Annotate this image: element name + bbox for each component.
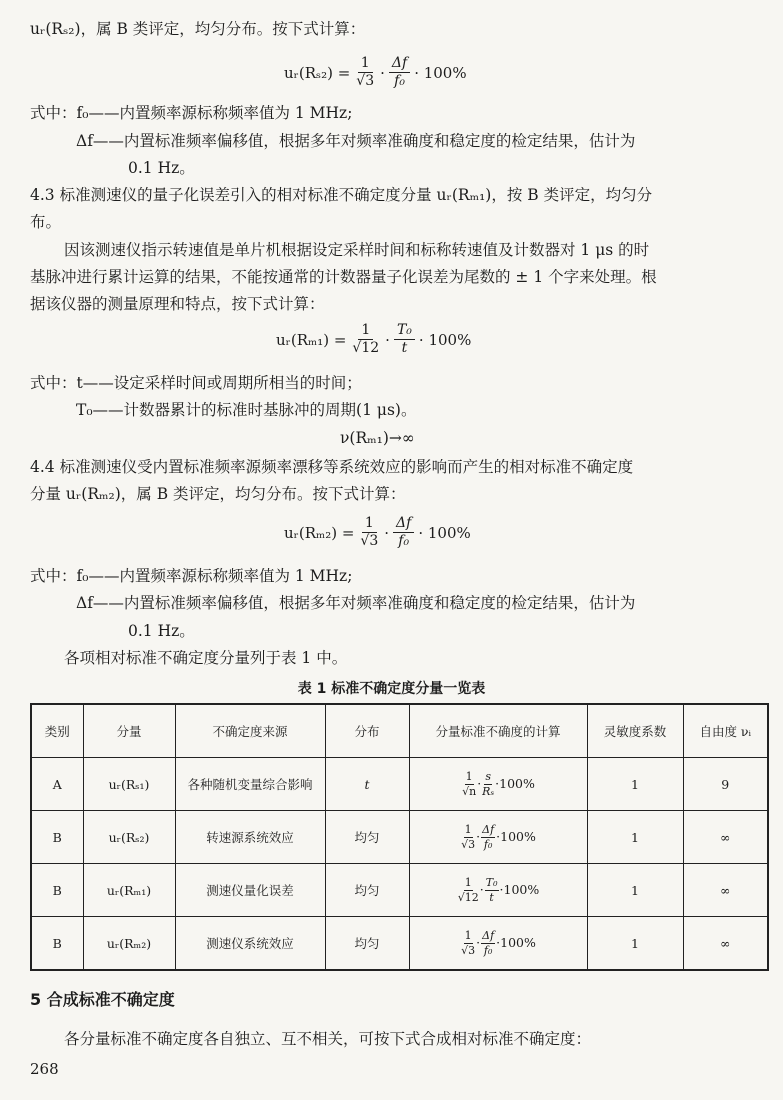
numerator: Δf <box>389 55 410 73</box>
formula-tail: ·100% <box>499 881 540 897</box>
numerator: Δf <box>482 822 495 836</box>
denominator: f₀ <box>398 533 410 549</box>
equation-2 <box>276 322 471 357</box>
column-header: 类别 <box>31 704 83 758</box>
equation-3 <box>284 515 471 550</box>
cell-dof: ∞ <box>683 917 768 971</box>
numerator: s <box>485 769 491 783</box>
text-line: T₀——计数器累计的标准时基脉冲的周期(1 μs)。 <box>76 401 417 419</box>
numerator: Δf <box>393 515 414 533</box>
numerator: 1 <box>465 769 473 783</box>
denominator: f₀ <box>483 837 493 851</box>
text-line: 因该测速仪指示转速值是单片机根据设定采样时间和标称转速值及计数器对 1 μs 的时 <box>64 241 650 259</box>
fraction <box>389 55 410 90</box>
denominator: √3 <box>360 533 379 549</box>
cell-sensitivity: 1 <box>587 864 683 917</box>
cell-formula <box>409 864 587 917</box>
cell-category: B <box>31 917 83 971</box>
section-heading-5: 5 合成标准不确定度 <box>30 990 175 1009</box>
eq-tail: · 100% <box>418 523 471 542</box>
numerator: T₀ <box>485 875 498 889</box>
text-line: 各项相对标准不确定度分量列于表 1 中。 <box>64 649 348 667</box>
formula-tail: ·100% <box>496 828 536 844</box>
cell-source: 测速仪系统效应 <box>175 917 325 971</box>
cell-sensitivity: 1 <box>587 811 683 864</box>
uncertainty-table <box>30 703 769 971</box>
page-number: 268 <box>30 1060 59 1078</box>
dot: · <box>476 828 481 844</box>
cell-component: uᵣ(Rₘ₂) <box>83 917 175 971</box>
numerator: 1 <box>464 875 472 889</box>
fraction <box>458 876 479 905</box>
cell-source: 转速源系统效应 <box>175 811 325 864</box>
cell-source: 各种随机变量综合影响 <box>175 758 325 811</box>
cell-dof: 9 <box>683 758 768 811</box>
cell-component: uᵣ(Rₛ₁) <box>83 758 175 811</box>
numerator: T₀ <box>394 322 415 340</box>
text-line: Δf——内置标准频率偏移值，根据多年对频率准确度和稳定度的检定结果，估计为 <box>76 132 636 150</box>
numerator: 1 <box>464 928 472 942</box>
cell-formula <box>409 811 587 864</box>
text-line: 式中：f₀——内置频率源标称频率值为 1 MHz; <box>30 567 353 585</box>
cell-category: B <box>31 864 83 917</box>
eq-tail: · 100% <box>414 63 467 82</box>
eq-tail: · 100% <box>418 330 472 349</box>
cell-distribution: 均匀 <box>325 917 409 971</box>
text-line: 各分量标准不确定度各自独立、互不相关，可按下式合成相对标准不确定度： <box>64 1030 592 1048</box>
fraction <box>481 823 495 852</box>
column-header: 灵敏度系数 <box>587 704 683 758</box>
fraction <box>350 322 381 357</box>
denominator: √3 <box>461 837 476 851</box>
column-header: 不确定度来源 <box>175 704 325 758</box>
text-line: 0.1 Hz。 <box>128 159 195 177</box>
cell-distribution: 均匀 <box>325 811 409 864</box>
eq-lhs: uᵣ(Rₘ₂) = <box>284 523 355 542</box>
numerator: 1 <box>358 55 373 73</box>
dot: · <box>384 523 390 542</box>
cell-source: 测速仪量化误差 <box>175 864 325 917</box>
numerator: 1 <box>358 322 373 340</box>
column-header: 分量标准不确度的计算 <box>409 704 587 758</box>
section-heading-4-3: 4.3 标准测速仪的量子化误差引入的相对标准不确定度分量 uᵣ(Rₘ₁)，按 B 类评定，均匀分 <box>30 186 653 204</box>
cell-sensitivity: 1 <box>587 758 683 811</box>
text-line: 分量 uᵣ(Rₘ₂)，属 B 类评定，均匀分布。按下式计算： <box>30 485 406 503</box>
text-line: 布。 <box>30 213 62 231</box>
formula-tail: ·100% <box>496 934 536 950</box>
denominator: t <box>401 340 408 356</box>
text-line: 式中：f₀——内置频率源标称频率值为 1 MHz; <box>30 104 353 122</box>
eq-lhs: uᵣ(Rₘ₁) = <box>276 330 347 349</box>
fraction <box>393 515 414 550</box>
fraction <box>358 515 380 550</box>
table-row <box>31 917 768 971</box>
denominator: √n <box>462 784 477 798</box>
denominator: √12 <box>457 890 479 904</box>
text-line: 基脉冲进行累计运算的结果，不能按通常的计数器量子化误差为尾数的 ± 1 个字来处理。根 <box>30 268 657 286</box>
fraction <box>481 929 495 958</box>
formula-tail: ·100% <box>495 775 535 791</box>
text-line: Δf——内置标准频率偏移值，根据多年对频率准确度和稳定度的检定结果，估计为 <box>76 594 636 612</box>
denominator: f₀ <box>394 73 405 89</box>
text-line: ν(Rₘ₁)→∞ <box>340 429 415 447</box>
table-row <box>31 811 768 864</box>
denominator: √3 <box>356 73 375 89</box>
text-line: 0.1 Hz。 <box>128 622 195 640</box>
cell-distribution: t <box>325 758 409 811</box>
numerator: 1 <box>464 822 472 836</box>
cell-category: B <box>31 811 83 864</box>
table-row <box>31 864 768 917</box>
fraction <box>394 322 415 357</box>
eq-lhs: uᵣ(Rₛ₂) = <box>284 63 351 82</box>
column-header: 分布 <box>325 704 409 758</box>
dot: · <box>385 330 390 349</box>
equation-1 <box>284 55 467 90</box>
column-header: 自由度 νᵢ <box>683 704 768 758</box>
section-heading-4-4: 4.4 标准测速仪受内置标准频率源频率漂移等系统效应的影响而产生的相对标准不确定度 <box>30 458 634 476</box>
table-header-row <box>31 704 768 758</box>
text-line: 式中：t——设定采样时间或周期所相当的时间； <box>30 374 362 392</box>
cell-dof: ∞ <box>683 811 768 864</box>
fraction <box>482 770 494 799</box>
denominator: √12 <box>352 340 380 356</box>
dot: · <box>380 63 385 82</box>
cell-formula <box>409 917 587 971</box>
fraction <box>462 770 476 799</box>
dot: · <box>476 934 481 950</box>
fraction <box>461 823 475 852</box>
cell-component: uᵣ(Rₛ₂) <box>83 811 175 864</box>
cell-dof: ∞ <box>683 864 768 917</box>
table-caption: 表 1 标准不确定度分量一览表 <box>297 681 486 697</box>
dot: · <box>477 775 482 791</box>
fraction <box>485 876 499 905</box>
table-row <box>31 758 768 811</box>
cell-formula <box>409 758 587 811</box>
denominator: f₀ <box>483 943 493 957</box>
dot: · <box>479 881 484 897</box>
denominator: √3 <box>461 943 476 957</box>
denominator: Rₛ <box>482 784 495 798</box>
numerator: 1 <box>362 515 377 533</box>
denominator: t <box>489 890 494 904</box>
cell-component: uᵣ(Rₘ₁) <box>83 864 175 917</box>
column-header: 分量 <box>83 704 175 758</box>
numerator: Δf <box>482 928 495 942</box>
cell-sensitivity: 1 <box>587 917 683 971</box>
cell-category: A <box>31 758 83 811</box>
fraction <box>354 55 376 90</box>
text-line: 据该仪器的测量原理和特点，按下式计算： <box>30 295 325 313</box>
text-line: uᵣ(Rₛ₂)，属 B 类评定，均匀分布。按下式计算： <box>30 20 366 38</box>
fraction <box>461 929 475 958</box>
cell-distribution: 均匀 <box>325 864 409 917</box>
